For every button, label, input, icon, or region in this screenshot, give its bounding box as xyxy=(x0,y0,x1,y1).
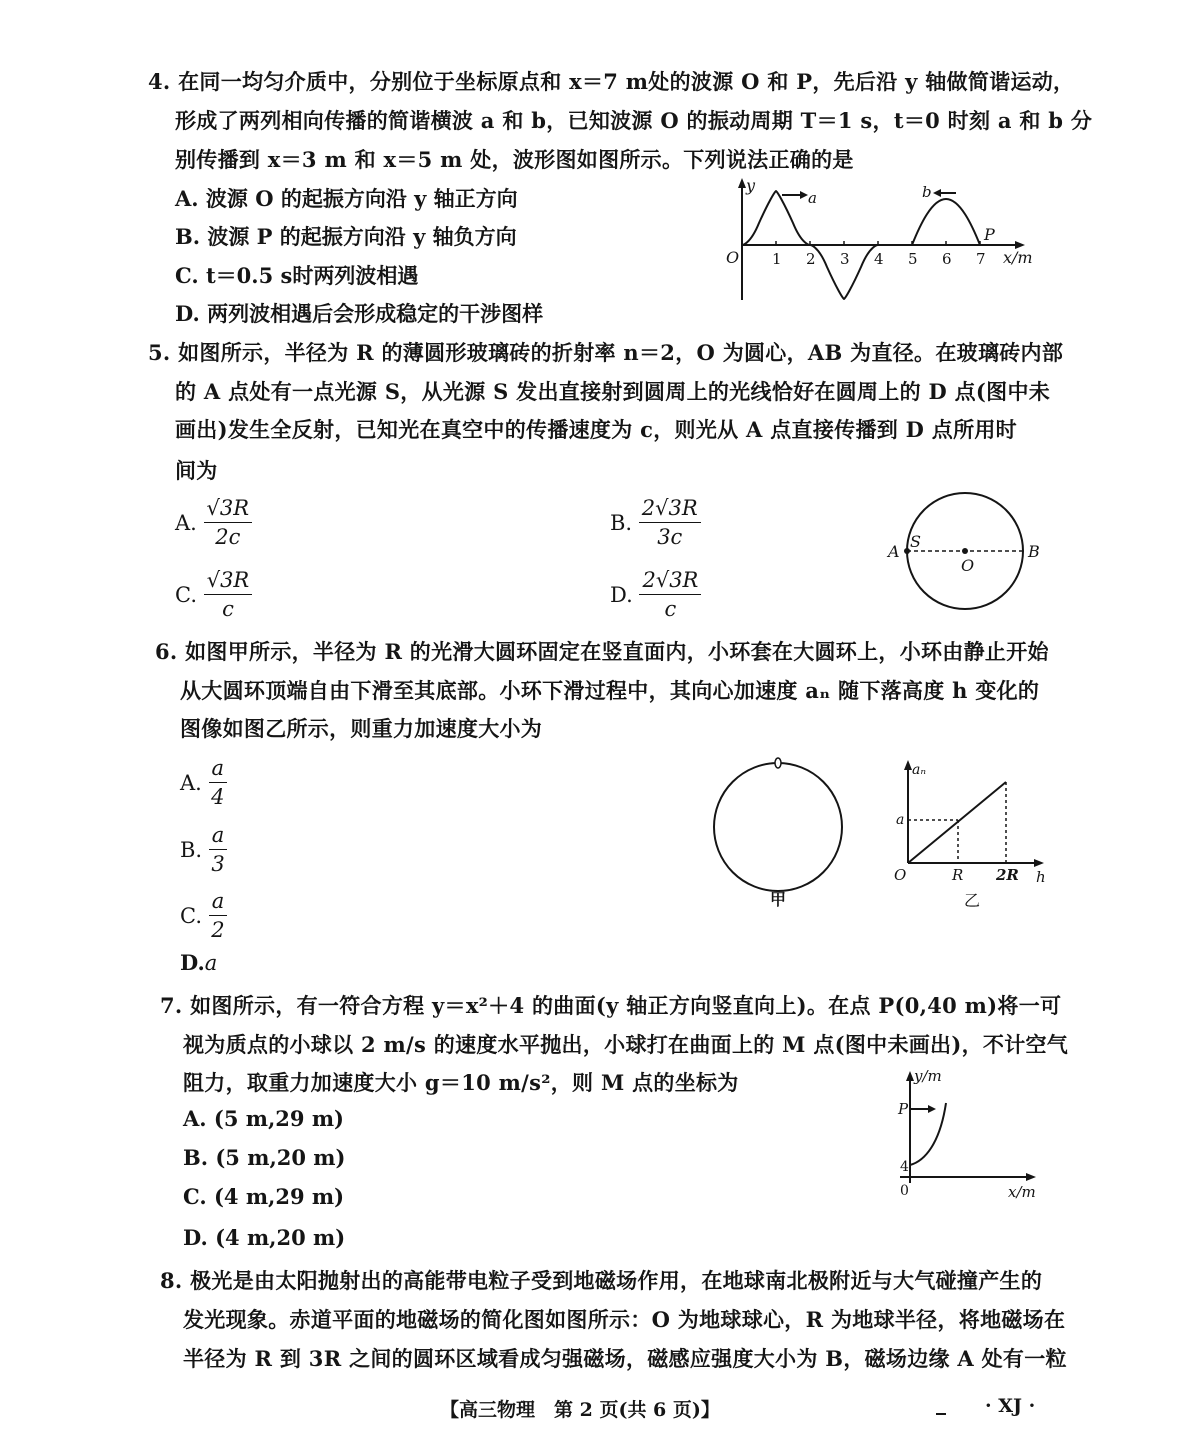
q5-option-a-label: A. xyxy=(175,510,197,535)
q6-caption-right: 乙 xyxy=(964,891,981,910)
q6-line-1: 6. 如图甲所示，半径为 R 的光滑大圆环固定在竖直面内，小环套在大圆环上，小环由静止开始 xyxy=(155,639,1049,664)
q5-option-b-num: 2√3R xyxy=(639,495,701,523)
q8-line-3: 半径为 R 到 3R 之间的圆环区域看成匀强磁场，磁感应强度大小为 B，磁场边缘 A 处有一粒 xyxy=(183,1346,1067,1371)
q5-option-a xyxy=(175,495,252,550)
q4-y-arrow xyxy=(738,178,746,188)
q6-option-a-label: A. xyxy=(180,770,202,795)
q5-option-d-frac xyxy=(639,567,701,622)
q7-line-3: 阻力，取重力加速度大小 g＝10 m/s²，则 M 点的坐标为 xyxy=(183,1070,739,1095)
q4-label-p: P xyxy=(984,225,995,244)
q6-line-2: 从大圆环顶端自由下滑至其底部。小环下滑过程中，其向心加速度 aₙ 随下落高度 h 变化的 xyxy=(180,678,1040,703)
q7-y-arrow xyxy=(906,1071,914,1081)
q6-option-b-label: B. xyxy=(180,837,203,862)
q6-option-b xyxy=(180,822,227,877)
q4-tick-7: 7 xyxy=(976,250,986,268)
q5-option-c xyxy=(175,567,252,622)
q4-tick-2: 2 xyxy=(806,250,816,268)
q6-x-label: h xyxy=(1036,868,1046,886)
q4-option-c: C. t＝0.5 s时两列波相遇 xyxy=(175,263,419,288)
q6-graph-svg xyxy=(890,758,1050,913)
q6-small-ring xyxy=(775,758,781,768)
q7-origin: 0 xyxy=(900,1183,909,1199)
q6-tick-r: R xyxy=(952,866,964,884)
q7-option-b: B. (5 m,20 m) xyxy=(183,1145,346,1170)
q4-option-a: A. 波源 O 的起振方向沿 y 轴正方向 xyxy=(175,186,518,211)
q4-line-3: 别传播到 x＝3 m 和 x＝5 m 处，波形图如图所示。下列说法正确的是 xyxy=(175,147,854,172)
q4-wave-b xyxy=(912,199,980,245)
q6-option-c-den: 2 xyxy=(211,918,225,942)
q5-circle-svg xyxy=(880,490,1050,615)
q7-curve-svg xyxy=(890,1065,1050,1205)
q6-an-line xyxy=(908,782,1006,863)
q6-x-arrow xyxy=(1034,859,1044,867)
q4-label-a: a xyxy=(808,189,817,207)
q8-line-2: 发光现象。赤道平面的地磁场的简化图如图所示：O 为地球球心，R 为地球半径，将地磁场在 xyxy=(183,1307,1066,1332)
q7-x-arrow xyxy=(1026,1173,1036,1181)
q4-tick-5: 5 xyxy=(908,250,918,268)
q5-circle-figure xyxy=(880,490,1050,620)
q4-option-b: B. 波源 P 的起振方向沿 y 轴负方向 xyxy=(175,224,517,249)
q5-label-b: B xyxy=(1028,542,1040,561)
q5-label-o: O xyxy=(961,556,975,575)
q6-origin: O xyxy=(894,866,907,884)
q5-line-2: 的 A 点处有一点光源 S，从光源 S 发出直接射到圆周上的光线恰好在圆周上的 D 点(图中未 xyxy=(175,379,1051,404)
q6-option-b-frac xyxy=(209,822,228,877)
q6-option-a-frac xyxy=(209,755,228,810)
q4-option-d: D. 两列波相遇后会形成稳定的干涉图样 xyxy=(175,301,544,326)
q4-tick-3: 3 xyxy=(840,250,850,268)
q5-line-1: 5. 如图所示，半径为 R 的薄圆形玻璃砖的折射率 n＝2，O 为圆心，AB 为直径。在玻璃砖内部 xyxy=(148,340,1064,365)
q6-option-d-text: a xyxy=(204,951,218,975)
q5-option-d-num: 2√3R xyxy=(639,567,701,595)
q6-option-d xyxy=(180,950,217,975)
q5-option-d-label: D. xyxy=(610,582,633,607)
page-footer: 【高三物理 第 2 页(共 6 页)】 xyxy=(440,1399,720,1421)
q6-option-c-num: a xyxy=(209,888,228,916)
q7-tick-4: 4 xyxy=(900,1159,909,1175)
q6-option-a-num: a xyxy=(209,755,228,783)
q5-option-c-label: C. xyxy=(175,582,197,607)
q6-graph-figure xyxy=(890,758,1050,918)
q6-option-c-frac xyxy=(209,888,228,943)
q6-option-c-label: C. xyxy=(180,903,202,928)
q5-line-3: 画出)发生全反射，已知光在真空中的传播速度为 c，则光从 A 点直接传播到 D 点所用时 xyxy=(175,417,1017,442)
q7-x-label: x/m xyxy=(1008,1183,1036,1201)
q6-y-label: aₙ xyxy=(912,762,927,778)
q6-option-c xyxy=(180,888,227,943)
q5-label-a: A xyxy=(888,542,900,561)
q5-label-s: S xyxy=(910,532,921,551)
q6-caption-left: 甲 xyxy=(770,890,787,909)
q7-option-a: A. (5 m,29 m) xyxy=(183,1106,344,1131)
q4-y-label: y xyxy=(746,176,756,195)
q5-option-b-den: 3c xyxy=(657,525,683,549)
q4-tick-6: 6 xyxy=(942,250,952,268)
q5-option-a-num: √3R xyxy=(204,495,253,523)
q4-wave-svg xyxy=(720,175,1050,310)
q6-y-arrow xyxy=(904,760,912,770)
q5-option-c-frac xyxy=(204,567,253,622)
q5-option-b xyxy=(610,495,701,550)
q6-tick-a: a xyxy=(896,812,905,828)
q4-tick-1: 1 xyxy=(772,250,782,268)
q7-throw-arrow-head xyxy=(928,1105,936,1113)
q6-option-b-num: a xyxy=(209,822,228,850)
q6-line-3: 图像如图乙所示，则重力加速度大小为 xyxy=(180,716,543,741)
footer-dash xyxy=(936,1413,946,1415)
q5-option-b-label: B. xyxy=(610,510,633,535)
q4-line-1: 4. 在同一均匀介质中，分别位于坐标原点和 x＝7 m处的波源 O 和 P，先后沿 y 轴做简谐运动， xyxy=(148,69,1075,94)
q7-option-c: C. (4 m,29 m) xyxy=(183,1184,345,1209)
q4-origin-label: O xyxy=(726,248,740,267)
q4-x-label: x/m xyxy=(1003,248,1033,267)
q6-option-b-den: 3 xyxy=(211,852,225,876)
q7-y-label: y/m xyxy=(914,1067,942,1085)
q4-line-2: 形成了两列相向传播的简谐横波 a 和 b，已知波源 O 的振动周期 T＝1 s，t＝0 时刻 a 和 b 分 xyxy=(175,108,1093,133)
q4-tick-4: 4 xyxy=(874,250,884,268)
q7-curve-figure xyxy=(890,1065,1050,1210)
q7-option-d: D. (4 m,20 m) xyxy=(183,1225,346,1250)
q6-option-a-den: 4 xyxy=(211,785,225,809)
footer-code: · XJ · xyxy=(985,1395,1036,1417)
q7-label-p: P xyxy=(898,1100,909,1118)
q8-line-1: 8. 极光是由太阳抛射出的高能带电粒子受到地磁场作用，在地球南北极附近与大气碰撞产生的 xyxy=(160,1268,1043,1293)
q5-line-4: 间为 xyxy=(175,458,218,483)
q6-option-d-label: D. xyxy=(180,950,205,975)
q7-line-1: 7. 如图所示，有一符合方程 y＝x²＋4 的曲面(y 轴正方向竖直向上)。在点 P(0,40 m)将一可 xyxy=(160,993,1062,1018)
q6-tick-2r: 2R xyxy=(996,866,1019,884)
q5-option-d-den: c xyxy=(664,597,677,621)
q4-arrow-b-head xyxy=(933,189,941,197)
q4-arrow-a-head xyxy=(800,191,808,199)
q6-big-ring xyxy=(714,763,842,891)
q6-ring-figure xyxy=(710,755,850,915)
q5-option-a-den: 2c xyxy=(215,525,241,549)
q5-option-c-den: c xyxy=(222,597,234,621)
q5-option-d xyxy=(610,567,701,622)
q5-option-c-num: √3R xyxy=(204,567,253,595)
q5-option-b-frac xyxy=(639,495,701,550)
q5-option-a-frac xyxy=(204,495,253,550)
q4-wave-figure xyxy=(720,175,1050,315)
q6-ring-svg xyxy=(710,755,850,910)
q7-line-2: 视为质点的小球以 2 m/s 的速度水平抛出，小球打在曲面上的 M 点(图中未画出)，不计空气 xyxy=(183,1032,1069,1057)
q4-label-b: b xyxy=(922,183,932,201)
q6-option-a xyxy=(180,755,227,810)
q5-center-dot xyxy=(962,548,968,554)
